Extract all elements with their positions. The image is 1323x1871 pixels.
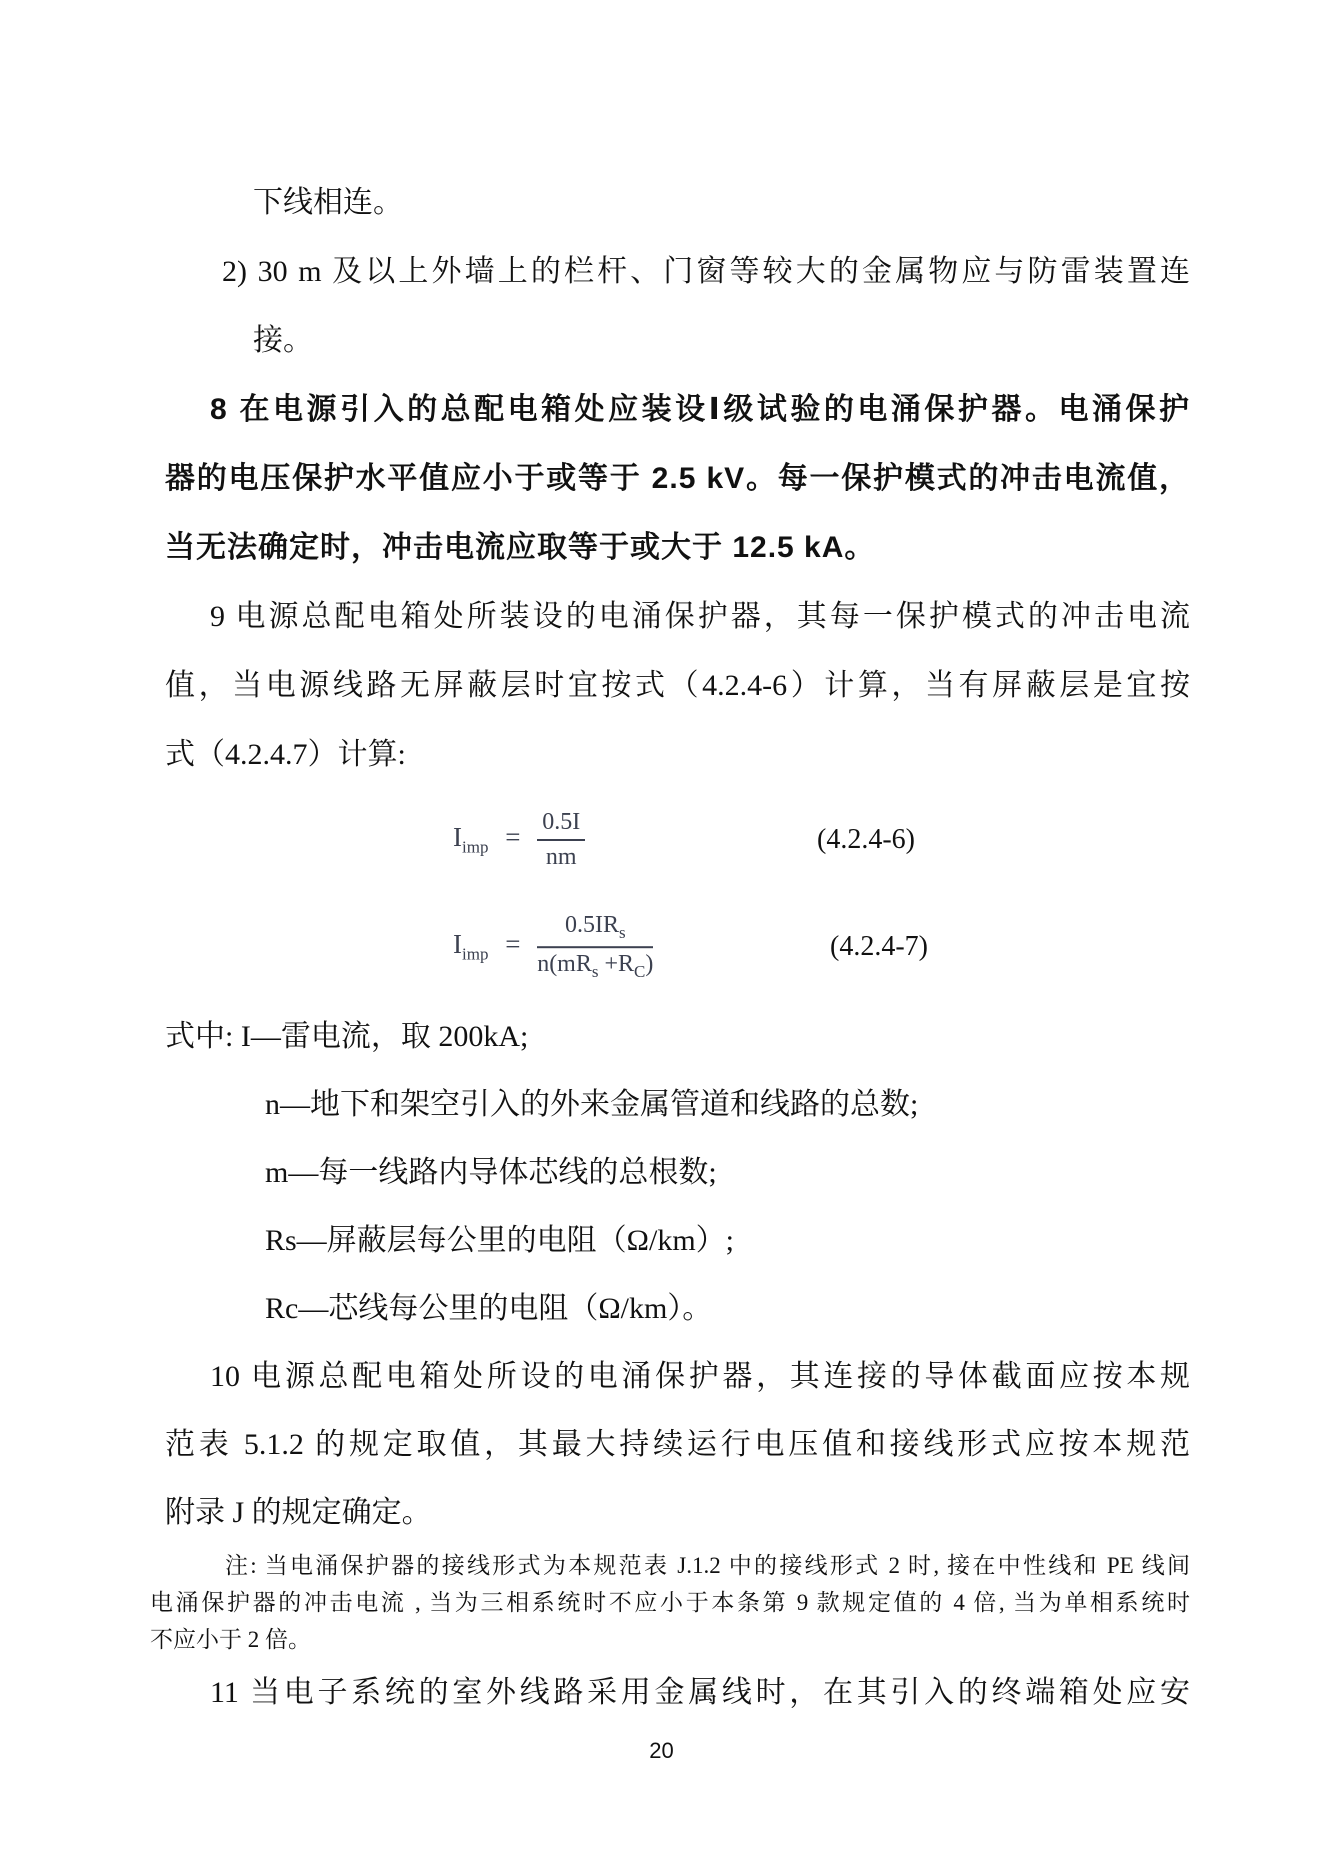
fraction <box>537 912 653 982</box>
denominator-subscript-c: C <box>634 961 646 981</box>
clause-8-line-3: 当无法确定时，冲击电流应取等于或大于 12.5 kA。 <box>165 531 876 564</box>
clause-1-continuation: 下线相连。 <box>253 186 403 219</box>
where-clause-Rs: Rs—屏蔽层每公里的电阻（Ω/km）; <box>265 1224 734 1257</box>
note-line-3: 不应小于 2 倍。 <box>150 1627 311 1652</box>
clause-9-line-1: 9 电源总配电箱处所装设的电涌保护器，其每一保护模式的冲击电流 <box>210 600 1190 633</box>
equation-number-4-2-4-7: (4.2.4-7) <box>830 931 928 962</box>
clause-2-line: 2) 30 m 及以上外墙上的栏杆、门窗等较大的金属物应与防雷装置连 <box>222 255 1190 288</box>
equation-number-4-2-4-6: (4.2.4-6) <box>817 824 915 855</box>
formula-lhs: I <box>453 822 462 853</box>
symbol-definitions-block <box>165 1003 1190 1547</box>
numerator-subscript: s <box>618 923 626 942</box>
note-line-1: 注: 当电涌保护器的接线形式为本规范表 J.1.2 中的接线形式 2 时, 接在中性线和 PE 线间 <box>225 1553 1190 1578</box>
equation-row-4-2-4-6 <box>165 789 1190 891</box>
formula-lhs: I <box>453 929 462 960</box>
equals-sign: = <box>505 929 521 960</box>
page-number: 20 <box>649 1738 674 1763</box>
fraction-denominator: nm <box>545 844 577 870</box>
formula-impulse-current-unshielded <box>453 809 585 871</box>
page-body <box>150 168 1191 1728</box>
clause-9-line-2: 值，当电源线路无屏蔽层时宜按式（4.2.4-6）计算，当有屏蔽层是宜按 <box>165 669 1190 702</box>
where-clause-I: 式中: I—雷电流，取 200kA; <box>165 1020 529 1053</box>
denominator-subscript-s: s <box>591 961 599 981</box>
note-block <box>150 1547 1190 1658</box>
fraction-numerator: 0.5I <box>537 809 585 841</box>
equals-sign: = <box>505 822 521 853</box>
where-clause-Rc: Rc—芯线每公里的电阻（Ω/km）。 <box>265 1292 713 1325</box>
formula-impulse-current-shielded <box>453 912 653 982</box>
fraction <box>537 809 585 871</box>
equation-row-4-2-4-7 <box>165 891 1190 1003</box>
clause-10-line-1: 10 电源总配电箱处所设的电涌保护器，其连接的导体截面应按本规 <box>210 1360 1190 1393</box>
clause-9-line-3: 式（4.2.4.7）计算: <box>165 738 406 771</box>
fraction-denominator: $n(mR_s +R_C)$ <box>537 951 654 981</box>
where-clause-n: n—地下和架空引入的外来金属管道和线路的总数; <box>265 1088 919 1121</box>
upper-text-block <box>165 168 1190 789</box>
clause-8-line-2: 器的电压保护水平值应小于或等于 2.5 kV。每一保护模式的冲击电流值， <box>165 462 1190 495</box>
clause-8-line-1: 8 在电源引入的总配电箱处应装设Ⅰ级试验的电涌保护器。电涌保护 <box>210 393 1190 426</box>
clause-11-line-1: 11 当电子系统的室外线路采用金属线时，在其引入的终端箱处应安 <box>210 1676 1190 1709</box>
clause-10-line-3: 附录 J 的规定确定。 <box>165 1496 432 1529</box>
fraction-numerator: $0.5IR_s$ <box>537 912 653 948</box>
formula-lhs-subscript: imp <box>462 944 489 964</box>
formula-lhs-subscript: imp <box>462 837 489 857</box>
clause-10-line-2: 范表 5.1.2 的规定取值，其最大持续运行电压值和接线形式应按本规范 <box>165 1428 1190 1461</box>
note-line-2: 电涌保护器的冲击电流 , 当为三相系统时不应小于本条第 9 款规定值的 4 倍, 当为单相系统时 <box>150 1590 1191 1615</box>
clause-2-continuation: 接。 <box>253 324 313 357</box>
where-clause-m: m—每一线路内导体芯线的总根数; <box>265 1156 717 1189</box>
